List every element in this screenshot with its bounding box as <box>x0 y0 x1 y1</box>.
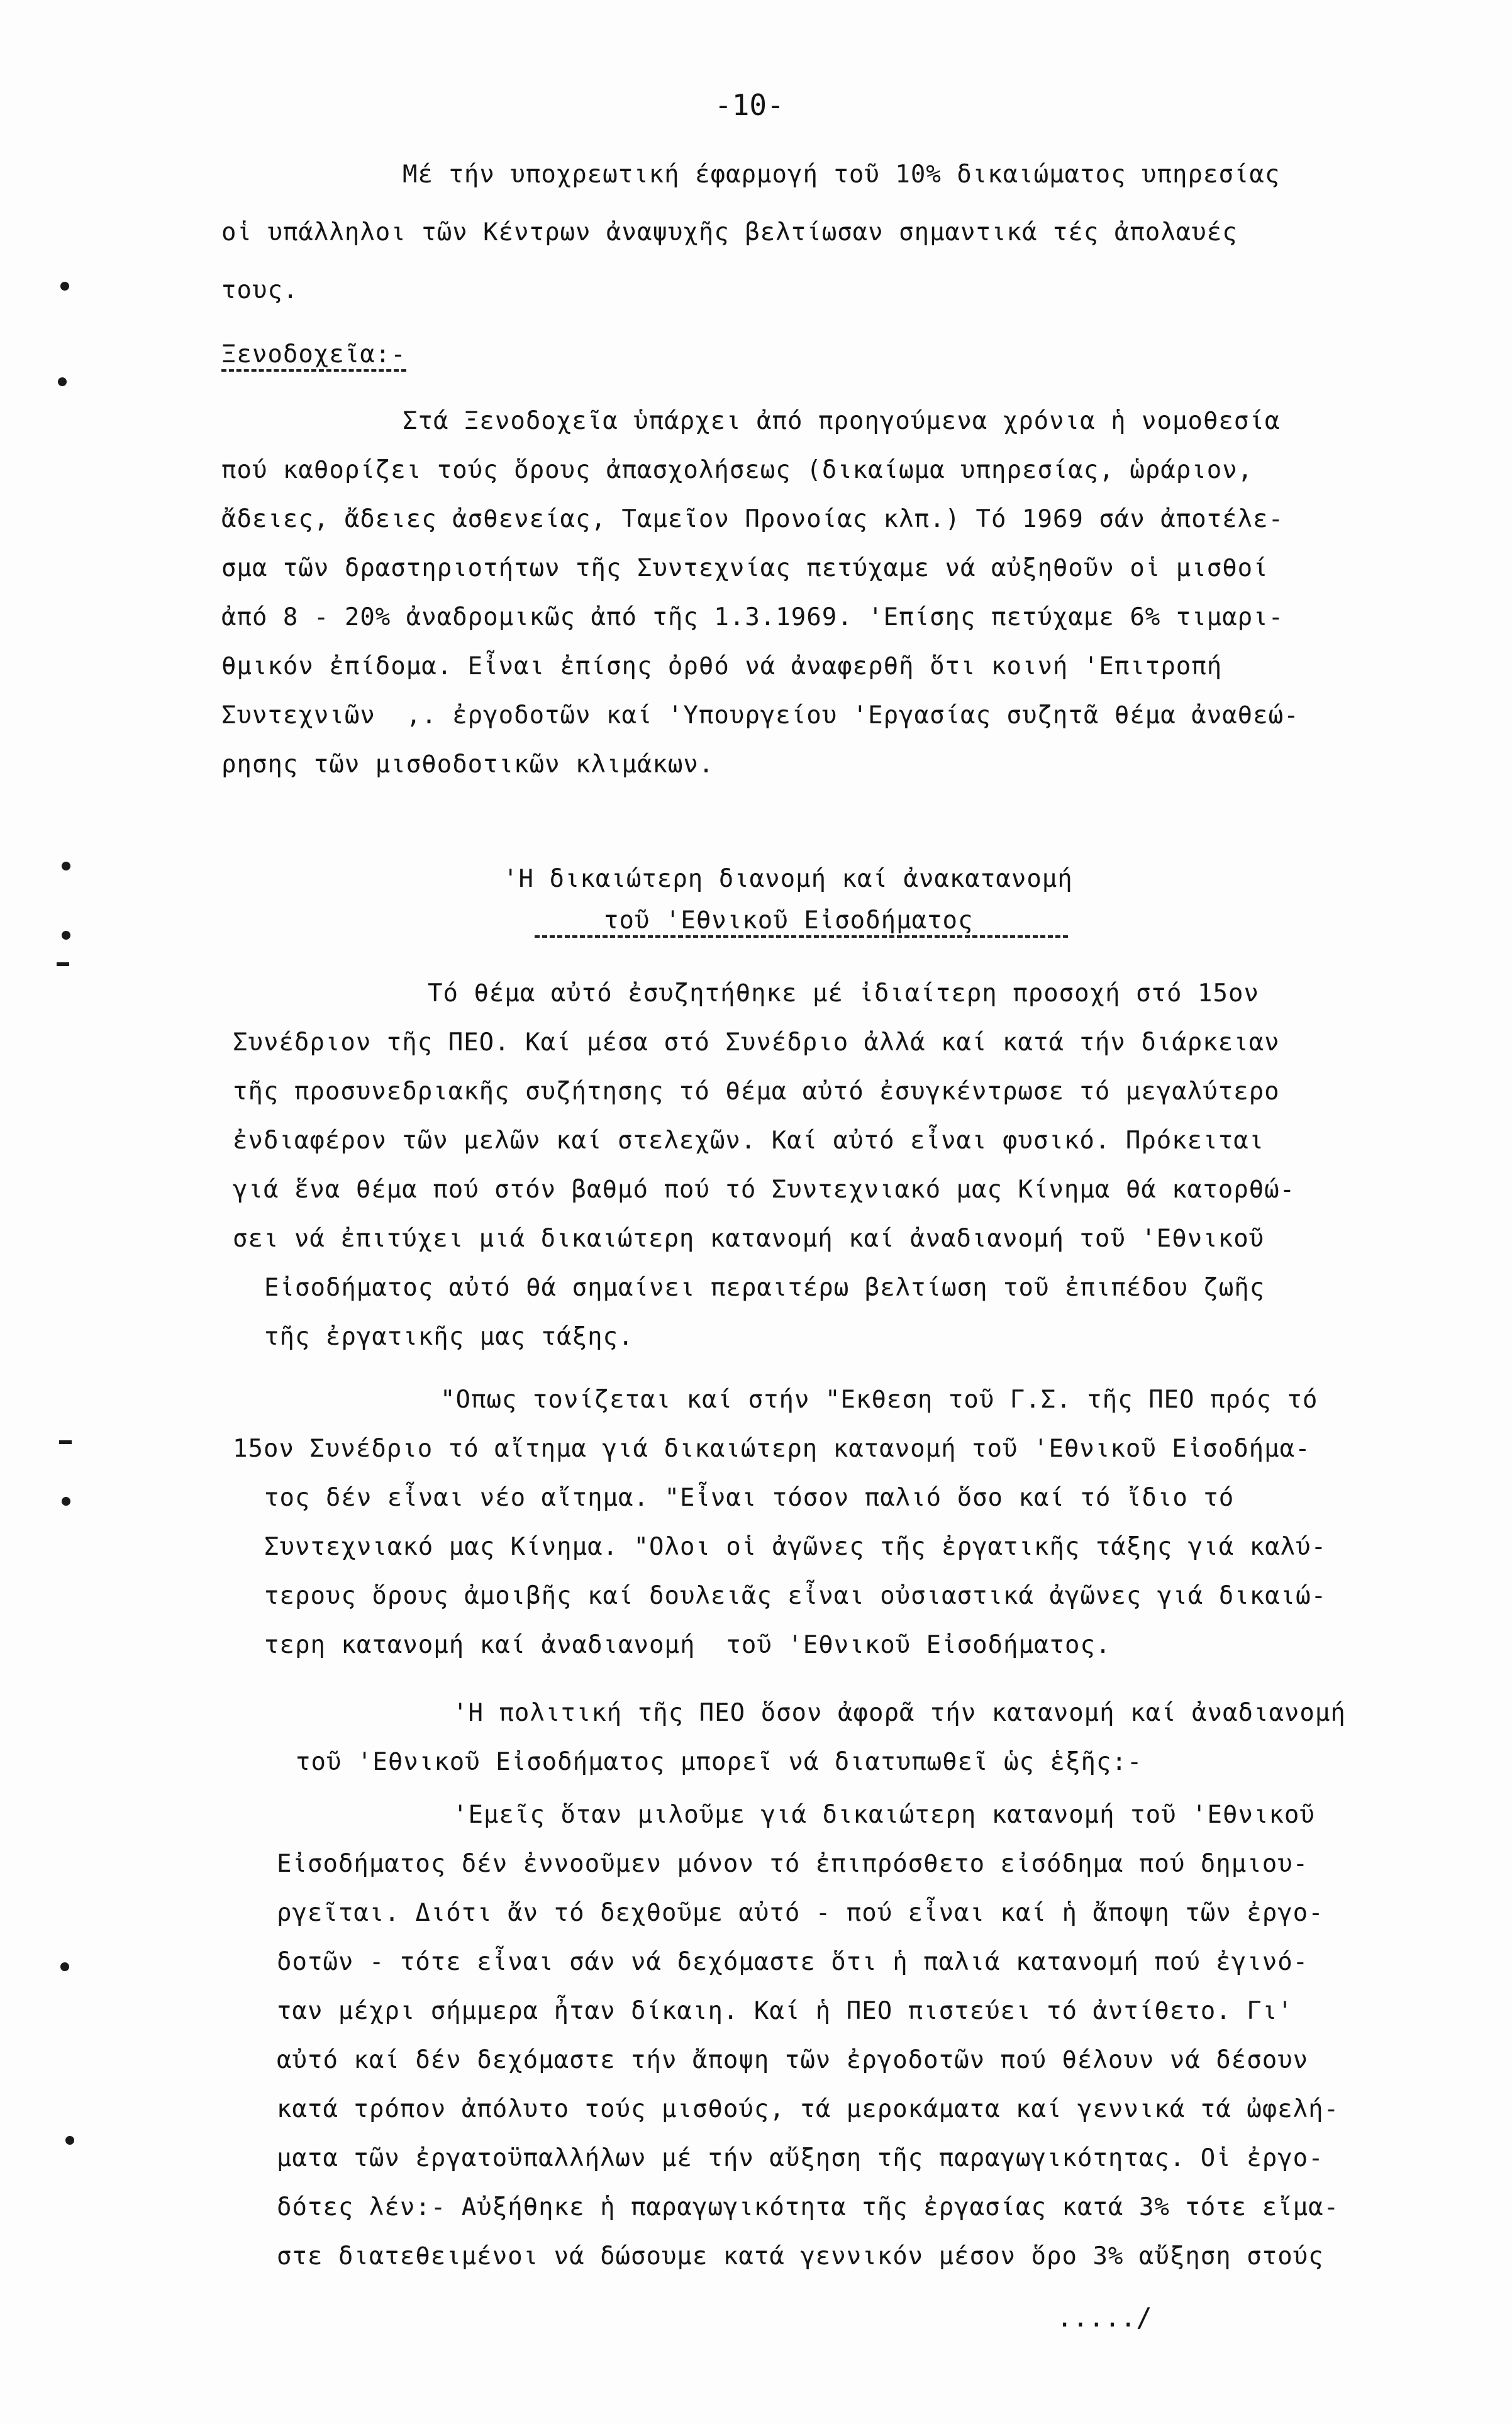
paragraph-line: δότες λέν:- Αὐξήθηκε ἡ παραγωγικότητα τῆς ἐργασίας κατά 3% τότε εἴμα- <box>277 2193 1340 2221</box>
page-number: -10- <box>714 88 784 122</box>
paragraph-line: στε διατεθειμένοι νά δώσουμε κατά γεννικόν μέσον ὅρο 3% αὔξηση στούς <box>277 2242 1324 2271</box>
paragraph-line: Συντεχνιακό μας Κίνημα. "Ολοι οἱ ἀγῶνες τῆς ἐργατικῆς τάξης γιά καλύ- <box>264 1533 1327 1561</box>
section-line: σμα τῶν δραστηριοτήτων τῆς Συντεχνίας πετύχαμε νά αὐξηθοῦν οἱ μισθοί <box>221 554 1269 582</box>
section-line: Συντεχνιῶν ,. ἐργοδοτῶν καί 'Υπουργείου 'Εργασίας συζητᾶ θέμα ἀναθεώ- <box>221 701 1299 730</box>
paragraph-line: ταν μέχρι σήμμερα ἦταν δίκαιη. Καί ἡ ΠΕΟ πιστεύει τό ἀντίθετο. Γι' <box>277 1997 1293 2025</box>
section-heading-line2: τοῦ 'Εθνικοῦ Εἰσοδήματος <box>535 908 1068 938</box>
paragraph-line: γιά ἕνα θέμα πού στόν βαθμό πού τό Συντεχνιακό μας Κίνημα θά κατορθώ- <box>233 1176 1296 1204</box>
margin-dot <box>62 1497 70 1506</box>
continuation-mark: .....∕ <box>1057 2302 1152 2333</box>
paragraph-line: τῆς προσυνεδριακῆς συζήτησης τό θέμα αὐτό ἐσυγκέντρωσε τό μεγαλύτερο <box>233 1077 1280 1106</box>
intro-line: τους. <box>221 276 299 304</box>
paragraph-line: 'Εμεῖς ὅταν μιλοῦμε γιά δικαιώτερη κατανομή τοῦ 'Εθνικοῦ <box>453 1801 1315 1829</box>
margin-dot <box>65 2136 74 2145</box>
margin-tick <box>59 1440 72 1444</box>
section-line: ἄδειες, ἄδειες ἀσθενείας, Ταμεῖον Προνοίας κλπ.) Τό 1969 σάν ἀποτέλε- <box>221 505 1284 533</box>
intro-line: Μέ τήν υποχρεωτική έφαρμογή τοῦ 10% δικαιώματος υπηρεσίας <box>403 160 1281 189</box>
section-heading-line1: 'Η δικαιώτερη διανομή καί ἀνακατανομή <box>503 865 1073 893</box>
paragraph-line: 15ον Συνέδριο τό αἴτημα γιά δικαιώτερη κατανομή τοῦ 'Εθνικοῦ Εἰσοδήμα- <box>233 1435 1311 1463</box>
margin-dot <box>60 1962 69 1971</box>
section-line: θμικόν ἐπίδομα. Εἶναι ἐπίσης ὀρθό νά ἀναφερθῆ ὅτι κοινή 'Επιτροπή <box>221 652 1223 681</box>
paragraph-line: τερη κατανομή καί ἀναδιανομή τοῦ 'Εθνικοῦ Εἰσοδήματος. <box>264 1631 1111 1659</box>
paragraph-line: "Οπως τονίζεται καί στήν "Εκθεση τοῦ Γ.Σ. τῆς ΠΕΟ πρός τό <box>440 1386 1318 1414</box>
paragraph-line: σει νά ἐπιτύχει μιά δικαιώτερη κατανομή καί ἀναδιανομή τοῦ 'Εθνικοῦ <box>233 1225 1265 1253</box>
paragraph-line: ργεῖται. Διότι ἄν τό δεχθοῦμε αὐτό - πού εἶναι καί ἡ ἄποψη τῶν ἐργο- <box>277 1899 1324 1927</box>
section-line: ρησης τῶν μισθοδοτικῶν κλιμάκων. <box>221 750 714 779</box>
paragraph-line: τοῦ 'Εθνικοῦ Εἰσοδήματος μπορεῖ νά διατυπωθεῖ ὡς ἑξῆς:- <box>296 1748 1143 1776</box>
section-line: πού καθορίζει τούς ὅρους ἀπασχολήσεως (δικαίωμα υπηρεσίας, ὡράριον, <box>221 456 1254 484</box>
paragraph-line: δοτῶν - τότε εἶναι σάν νά δεχόμαστε ὅτι ἡ παλιά κατανομή πού ἐγινό- <box>277 1948 1309 1976</box>
section-line: ἀπό 8 - 20% ἀναδρομικῶς ἀπό τῆς 1.3.1969. 'Επίσης πετύχαμε 6% τιμαρι- <box>221 603 1284 631</box>
margin-dot <box>62 931 70 940</box>
paragraph-line: ἐνδιαφέρον τῶν μελῶν καί στελεχῶν. Καί αὐτό εἶναι φυσικό. Πρόκειται <box>233 1126 1265 1155</box>
paragraph-line: τερους ὅρους ἀμοιβῆς καί δουλειᾶς εἶναι οὐσιαστικά ἀγῶνες γιά δικαιώ- <box>264 1582 1327 1610</box>
section-line: Στά Ξενοδοχεῖα ὑπάρχει ἀπό προηγούμενα χρόνια ἡ νομοθεσία <box>403 407 1281 435</box>
paragraph-line: 'Η πολιτική τῆς ΠΕΟ ὅσον ἀφορᾶ τήν κατανομή καί ἀναδιανομή <box>453 1699 1346 1727</box>
paragraph-line: ματα τῶν ἐργατοϋπαλλήλων μέ τήν αὔξηση τῆς παραγωγικότητας. Οἱ ἐργο- <box>277 2144 1324 2172</box>
paragraph-line: Συνέδριον τῆς ΠΕΟ. Καί μέσα στό Συνέδριο ἀλλά καί κατά τήν διάρκειαν <box>233 1028 1280 1057</box>
margin-dot <box>58 377 67 386</box>
paragraph-line: κατά τρόπον ἀπόλυτο τούς μισθούς, τά μεροκάματα καί γεννικά τά ὠφελή- <box>277 2095 1340 2123</box>
paragraph-line: αὐτό καί δέν δεχόμαστε τήν ἄποψη τῶν ἐργοδοτῶν πού θέλουν νά δέσουν <box>277 2046 1309 2074</box>
margin-dot <box>62 862 70 870</box>
margin-tick <box>57 962 69 966</box>
intro-line: οἱ υπάλληλοι τῶν Κέντρων ἀναψυχῆς βελτίωσαν σημαντικά τές ἀπολαυές <box>221 218 1238 247</box>
paragraph-line: τος δέν εἶναι νέο αἴτημα. "Εἶναι τόσον παλιό ὅσο καί τό ἴδιο τό <box>264 1484 1235 1512</box>
paragraph-line: Εἰσοδήματος αὐτό θά σημαίνει περαιτέρω βελτίωση τοῦ ἐπιπέδου ζωῆς <box>264 1274 1265 1302</box>
paragraph-line: τῆς ἐργατικῆς μας τάξης. <box>264 1323 634 1351</box>
margin-dot <box>60 282 69 291</box>
section-heading-hotels: Ξενοδοχεῖα:- <box>221 342 406 372</box>
paragraph-line: Εἰσοδήματος δέν ἐννοοῦμεν μόνον τό ἐπιπρόσθετο εἰσόδημα πού δημιου- <box>277 1850 1309 1878</box>
paragraph-line: Τό θέμα αὐτό ἐσυζητήθηκε μέ ἰδιαίτερη προσοχή στό 15ον <box>428 979 1259 1008</box>
